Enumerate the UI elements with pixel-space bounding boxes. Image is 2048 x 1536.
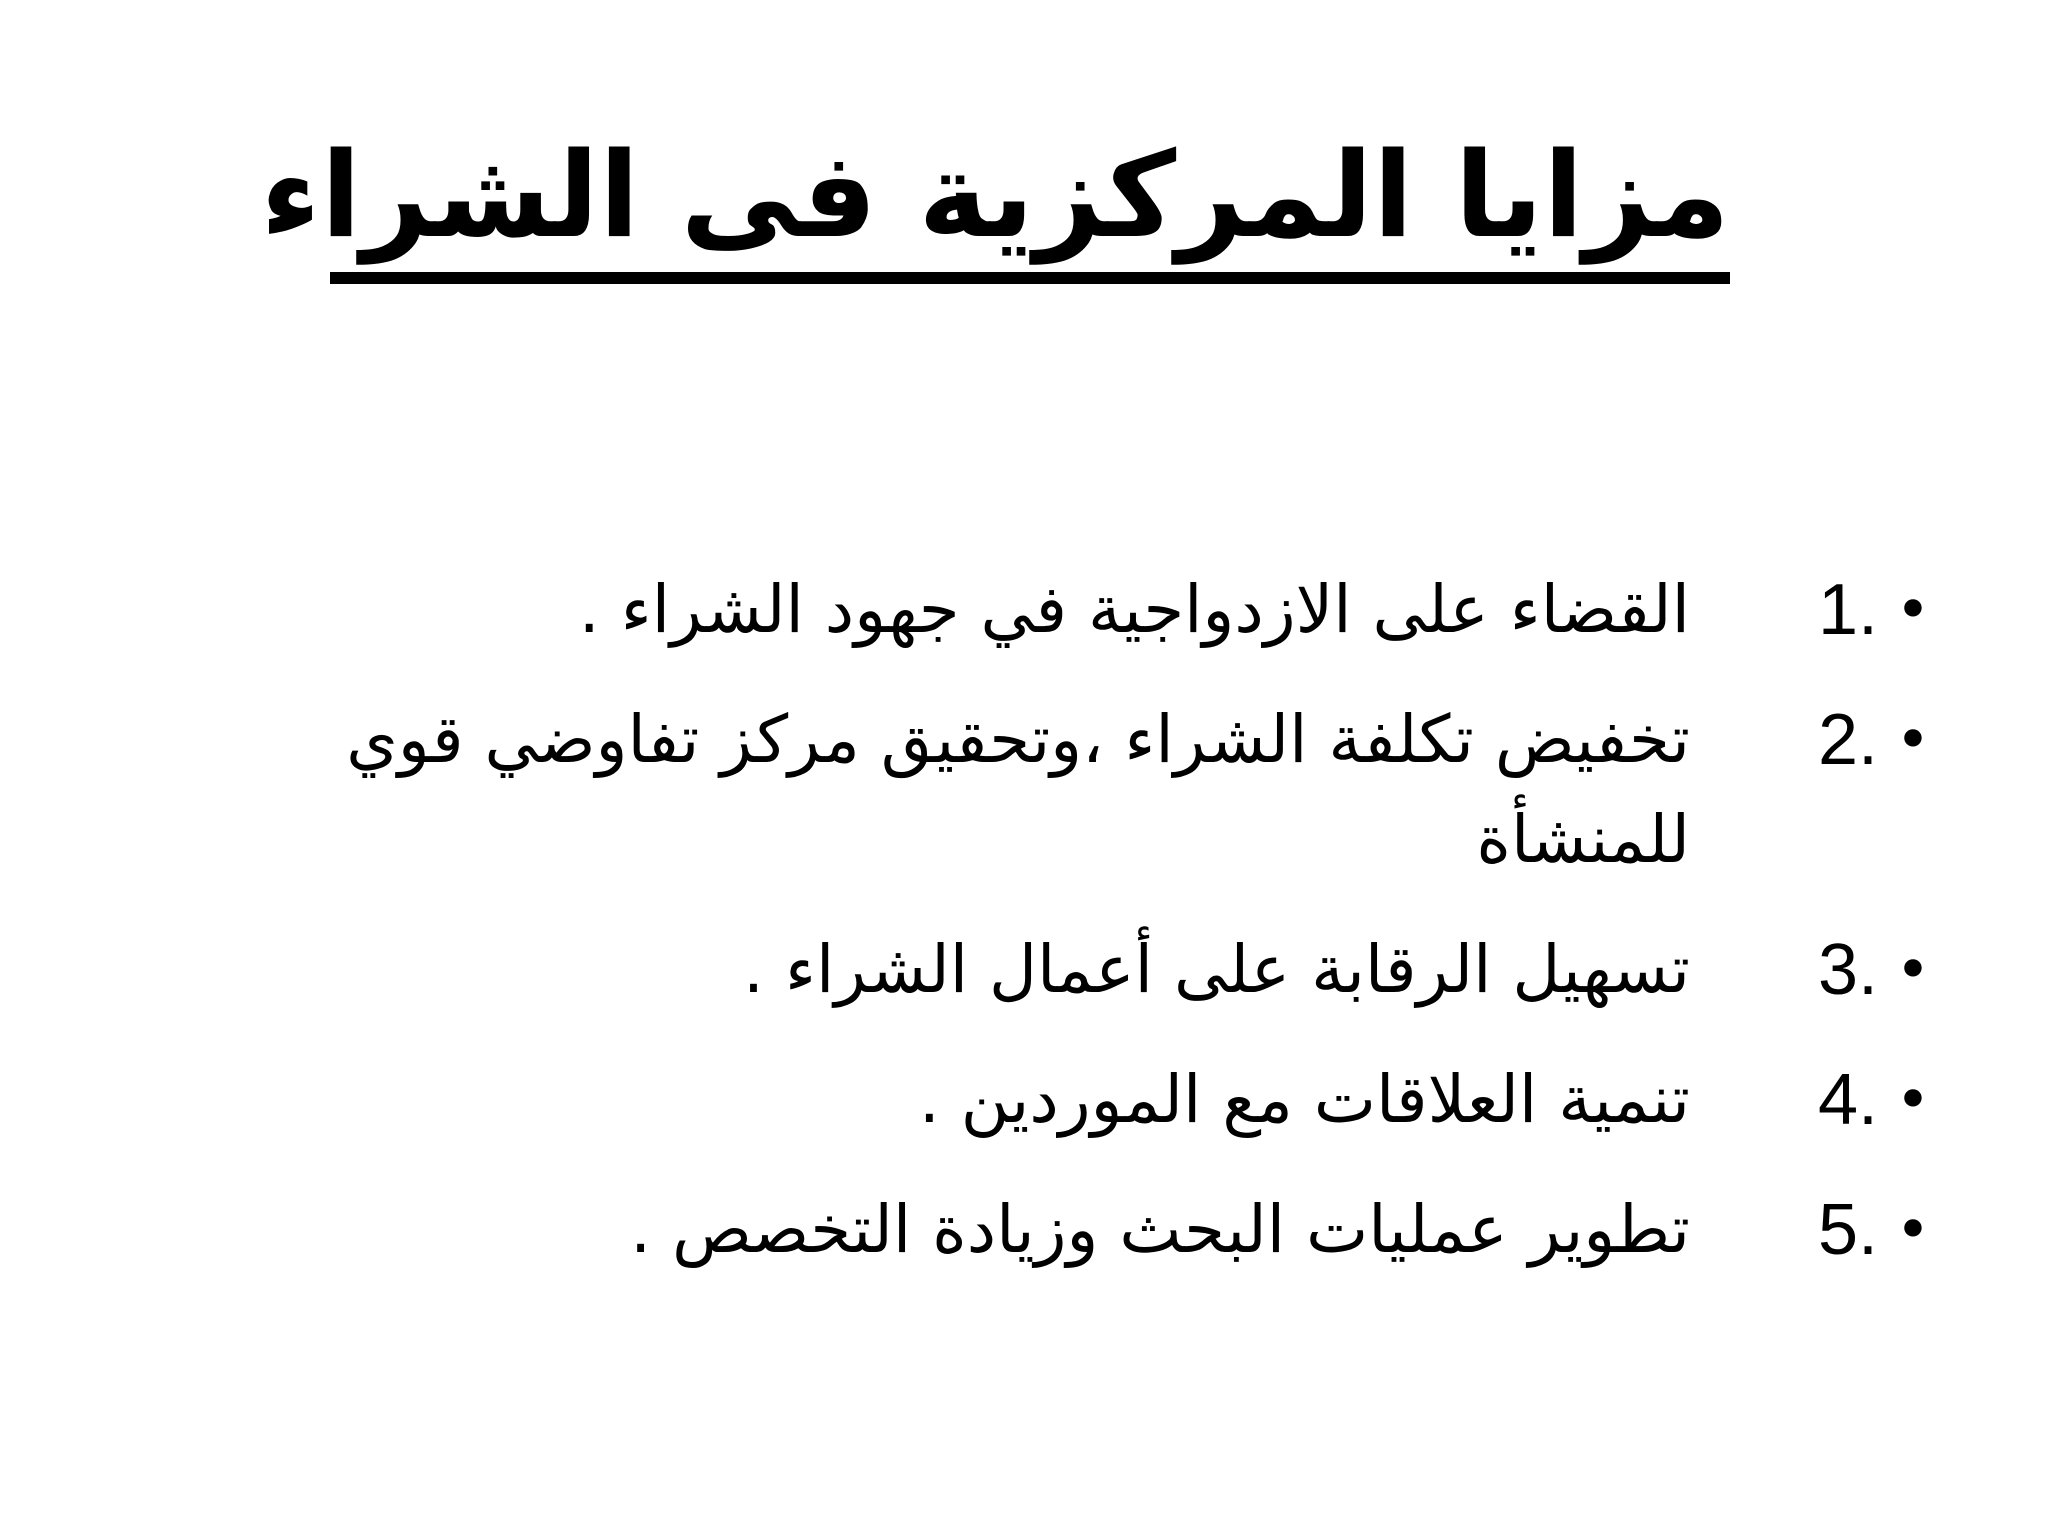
bullet-icon: •	[1895, 1195, 1931, 1265]
list-item	[248, 560, 1948, 660]
item-text: تخفيض تكلفة الشراء ،وتحقيق مركز تفاوضي قوي للمنشأة	[346, 701, 1690, 878]
bullet-icon: •	[1895, 935, 1931, 1005]
list-item	[248, 920, 1948, 1020]
item-text: تطوير عمليات البحث وزيادة التخصص .	[630, 1191, 1690, 1268]
item-number: 3.	[1817, 930, 1878, 1010]
title-underline	[330, 272, 1730, 284]
item-number: 5.	[1817, 1190, 1878, 1270]
item-number: 4.	[1817, 1060, 1878, 1140]
item-text: تسهيل الرقابة على أعمال الشراء .	[742, 931, 1690, 1008]
item-text: تنمية العلاقات مع الموردين .	[918, 1061, 1690, 1138]
bullet-icon: •	[1895, 575, 1931, 645]
item-number: 2.	[1817, 700, 1878, 780]
bullet-icon: •	[1895, 705, 1931, 775]
bullet-icon: •	[1895, 1065, 1931, 1135]
item-number: 1.	[1817, 570, 1878, 650]
list-item	[248, 690, 1948, 890]
item-text: القضاء على الازدواجية في جهود الشراء .	[578, 571, 1690, 648]
list-item	[248, 1050, 1948, 1150]
slide-title: مزايا المركزية فى الشراء	[260, 126, 1730, 264]
bullet-list	[248, 560, 1948, 1310]
list-item	[248, 1180, 1948, 1280]
